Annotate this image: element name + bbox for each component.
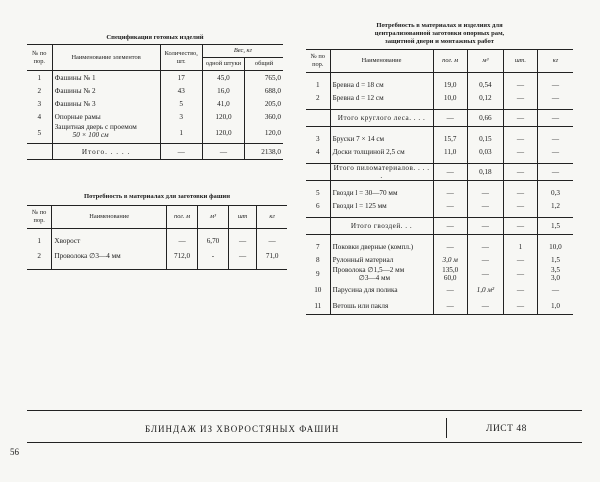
cell-pcs: — xyxy=(228,229,256,249)
col-pcs: шт xyxy=(228,206,256,229)
cell-qty: 17 xyxy=(160,71,202,85)
subtotal-row xyxy=(306,110,573,127)
col-qty: Количество, шт. xyxy=(160,45,202,71)
col-m3: м³ xyxy=(198,206,229,229)
cell-no: 5 xyxy=(37,129,42,137)
cell-m: — xyxy=(433,199,467,212)
table-row xyxy=(306,91,573,104)
cell-total: 205,0 xyxy=(245,97,283,110)
cell-no: 10 xyxy=(314,286,322,294)
cell-pcs: — xyxy=(503,218,537,235)
cell-m3: — xyxy=(467,199,503,212)
cell-no: 1 xyxy=(37,236,41,245)
cell-m3: — xyxy=(467,298,503,315)
cell-kg: 1,0 xyxy=(537,298,573,315)
cell-pcs: — xyxy=(503,199,537,212)
subtotal-row xyxy=(306,218,573,235)
cell-m3: — xyxy=(467,186,503,199)
col-total: общий xyxy=(245,58,283,71)
cell-m: 10,0 xyxy=(433,91,467,104)
footer-separator xyxy=(446,418,447,438)
cell-no: 4 xyxy=(37,112,42,121)
footer-bottom-rule xyxy=(27,442,582,443)
table-row xyxy=(27,71,283,85)
cell-pcs: — xyxy=(503,282,537,298)
spec-table-block xyxy=(27,34,283,160)
col-m3: м³ xyxy=(467,50,503,73)
cell-pcs: — xyxy=(503,132,537,145)
table-row xyxy=(306,298,573,315)
frame-materials-title-2: централизованной заготовки опорных рам, xyxy=(374,30,505,37)
cell-qty: 3 xyxy=(160,110,202,123)
col-no: № по пор. xyxy=(27,206,52,229)
cell-name: Гвозди l = 30—70 мм xyxy=(330,186,433,199)
table-row xyxy=(27,229,287,249)
cell-no: 2 xyxy=(37,86,42,95)
cell-total: 360,0 xyxy=(245,110,283,123)
cell-no: 6 xyxy=(315,201,320,210)
cell-name: Ветошь или пакля xyxy=(330,298,433,315)
cell-unit: 120,0 xyxy=(202,110,244,123)
footer-top-rule xyxy=(27,410,582,411)
cell-kg: — xyxy=(537,110,573,127)
col-pcs: шт. xyxy=(503,50,537,73)
sheet-number: ЛИСТ 48 xyxy=(486,424,527,434)
table-row xyxy=(306,199,573,212)
cell-no: 2 xyxy=(37,251,41,260)
cell-name xyxy=(330,266,433,282)
cell-no: 3 xyxy=(315,134,320,143)
cell-pcs: — xyxy=(503,164,537,181)
cell-total: 765,0 xyxy=(245,71,283,85)
cell-name-line1: Защитная дверь с проемом xyxy=(54,123,137,131)
cell-m3: 0,66 xyxy=(467,110,503,127)
cell-qty: 1 xyxy=(160,123,202,144)
cell-qty: 5 xyxy=(160,97,202,110)
col-weight: Вес, кг xyxy=(202,45,283,58)
table-row xyxy=(306,266,573,282)
cell-name-line2: ∅3—4 мм xyxy=(358,274,391,282)
cell-name-line1: Проволока ∅1,5—2 мм xyxy=(332,266,405,274)
cell-m3: 0,15 xyxy=(467,132,503,145)
sum-unit: — xyxy=(202,144,244,160)
frame-materials-table xyxy=(306,49,573,315)
col-name: Наименование xyxy=(52,206,167,229)
table-row xyxy=(27,84,283,97)
cell-m: — xyxy=(433,186,467,199)
cell-name-line2: 50 × 100 см xyxy=(72,131,109,139)
cell-m: 19,0 xyxy=(433,78,467,91)
cell-name: Гвозди l = 125 мм xyxy=(330,199,433,212)
table-row xyxy=(306,240,573,253)
cell-no: 5 xyxy=(315,188,320,197)
fascine-materials-table xyxy=(27,205,287,270)
sum-label: Итого. . . . . xyxy=(52,144,160,160)
cell-m: — xyxy=(433,298,467,315)
cell-name: Опорные рамы xyxy=(52,110,160,123)
cell-m3: — xyxy=(467,240,503,253)
cell-no: 3 xyxy=(37,99,42,108)
drawing-title: БЛИНДАЖ ИЗ ХВОРОСТЯНЫХ ФАШИН xyxy=(145,424,340,434)
cell-qty: 43 xyxy=(160,84,202,97)
subtotal-row xyxy=(306,164,573,181)
table-row xyxy=(306,282,573,298)
cell-no: 1 xyxy=(315,80,320,89)
col-m: пог. м xyxy=(433,50,467,73)
col-name: Наименование элементов xyxy=(52,45,160,71)
table-row xyxy=(27,248,287,270)
fascine-materials-title: Потребность в материалах для заготовки фашин xyxy=(83,193,230,200)
cell-kg: — xyxy=(537,132,573,145)
col-no: № по пор. xyxy=(306,50,330,73)
table-row xyxy=(306,253,573,266)
cell-no: 7 xyxy=(315,242,320,251)
cell-pcs: — xyxy=(503,91,537,104)
cell-m: — xyxy=(166,229,197,249)
sum-total: 2138,0 xyxy=(245,144,283,160)
cell-kg: — xyxy=(537,145,573,158)
cell-m3: 1,0 м² xyxy=(467,282,503,298)
cell-m3: — xyxy=(467,266,503,282)
cell-kg xyxy=(537,266,573,282)
cell-name: Рулонный материал xyxy=(330,253,433,266)
cell-pcs: — xyxy=(503,110,537,127)
subtotal-label: Итого круглого леса. . . . xyxy=(330,110,433,127)
cell-no: 9 xyxy=(315,270,320,278)
col-no: № по пор. xyxy=(27,45,52,71)
cell-m-line1: 135,0 xyxy=(442,266,459,274)
cell-name: Хворост xyxy=(52,229,167,249)
subtotal-label: Итого гвоздей. . . xyxy=(330,218,433,235)
cell-m3: 0,18 xyxy=(467,164,503,181)
cell-no: 2 xyxy=(315,93,320,102)
cell-pcs: — xyxy=(503,78,537,91)
frame-materials-title-3: защитной двери и монтажных работ xyxy=(385,38,494,45)
cell-pcs: — xyxy=(503,253,537,266)
cell-kg-line2: 3,0 xyxy=(550,274,560,282)
cell-no: 4 xyxy=(315,147,320,156)
cell-m3: 0,54 xyxy=(467,78,503,91)
cell-kg: 1,5 xyxy=(537,253,573,266)
cell-kg: 1,5 xyxy=(537,218,573,235)
cell-m3: 6,70 xyxy=(198,229,229,249)
cell-name: Бревна d = 18 см xyxy=(330,78,433,91)
cell-name: Фашины № 2 xyxy=(52,84,160,97)
cell-m3: - xyxy=(198,248,229,270)
table-row xyxy=(306,145,573,158)
cell-m: — xyxy=(433,164,467,181)
table-row xyxy=(27,110,283,123)
fascine-materials-block xyxy=(27,193,287,270)
col-kg: кг xyxy=(537,50,573,73)
cell-no: 8 xyxy=(315,255,320,264)
cell-name: Бруски 7 × 14 см xyxy=(330,132,433,145)
cell-m xyxy=(433,266,467,282)
cell-name: Фашины № 3 xyxy=(52,97,160,110)
cell-pcs: — xyxy=(503,145,537,158)
cell-unit: 41,0 xyxy=(202,97,244,110)
cell-m3: 0,03 xyxy=(467,145,503,158)
cell-m: — xyxy=(433,282,467,298)
cell-name: Проволока ∅3—4 мм xyxy=(52,248,167,270)
cell-pcs: — xyxy=(228,248,256,270)
cell-name: Бревна d = 12 см xyxy=(330,91,433,104)
cell-m: 11,0 xyxy=(433,145,467,158)
col-name: Наименование xyxy=(330,50,433,73)
table-row xyxy=(306,186,573,199)
frame-materials-block xyxy=(306,22,573,315)
col-kg: кг xyxy=(257,206,287,229)
cell-no: 1 xyxy=(37,73,42,82)
cell-name: Доски толщиной 2,5 см xyxy=(330,145,433,158)
page-number: 56 xyxy=(10,447,19,457)
cell-total: 120,0 xyxy=(245,123,283,144)
table-row xyxy=(306,78,573,91)
cell-m3: — xyxy=(467,253,503,266)
cell-no: 11 xyxy=(314,302,322,310)
cell-name: Парусина для полика xyxy=(330,282,433,298)
sum-qty: — xyxy=(160,144,202,160)
cell-unit: 45,0 xyxy=(202,71,244,85)
cell-pcs: 1 xyxy=(503,240,537,253)
spec-table xyxy=(27,44,283,160)
cell-m3: 0,12 xyxy=(467,91,503,104)
cell-name xyxy=(52,123,160,144)
frame-materials-title-1: Потребность в материалах и изделиях для xyxy=(376,22,503,29)
cell-name: Фашины № 1 xyxy=(52,71,160,85)
col-unit: одной штуки xyxy=(202,58,244,71)
cell-m3: — xyxy=(467,218,503,235)
cell-m: 15,7 xyxy=(433,132,467,145)
cell-kg: 1,2 xyxy=(537,199,573,212)
sum-row xyxy=(27,144,283,160)
cell-kg-line1: 3,5 xyxy=(550,266,560,274)
col-m: пог. м xyxy=(166,206,197,229)
cell-total: 688,0 xyxy=(245,84,283,97)
cell-m: 712,0 xyxy=(166,248,197,270)
cell-m: — xyxy=(433,110,467,127)
cell-unit: 16,0 xyxy=(202,84,244,97)
table-row xyxy=(27,97,283,110)
table-row xyxy=(27,123,283,144)
subtotal-label: Итого пиломатериалов. . . . . xyxy=(330,164,433,181)
cell-kg: 10,0 xyxy=(537,240,573,253)
cell-pcs: — xyxy=(503,298,537,315)
cell-pcs: — xyxy=(503,266,537,282)
cell-kg: — xyxy=(257,229,287,249)
cell-kg: — xyxy=(537,78,573,91)
cell-kg: — xyxy=(537,91,573,104)
cell-kg: 71,0 xyxy=(257,248,287,270)
cell-kg: — xyxy=(537,282,573,298)
cell-kg: — xyxy=(537,164,573,181)
table-row xyxy=(306,132,573,145)
cell-m: — xyxy=(433,240,467,253)
cell-pcs: — xyxy=(503,186,537,199)
cell-kg: 0,3 xyxy=(537,186,573,199)
cell-m: 3,0 м xyxy=(433,253,467,266)
cell-unit: 120,0 xyxy=(202,123,244,144)
spec-table-title: Спецификация готовых изделий xyxy=(106,34,204,41)
cell-m-line2: 60,0 xyxy=(443,274,457,282)
cell-m: — xyxy=(433,218,467,235)
cell-name: Поковки дверные (компл.) xyxy=(330,240,433,253)
